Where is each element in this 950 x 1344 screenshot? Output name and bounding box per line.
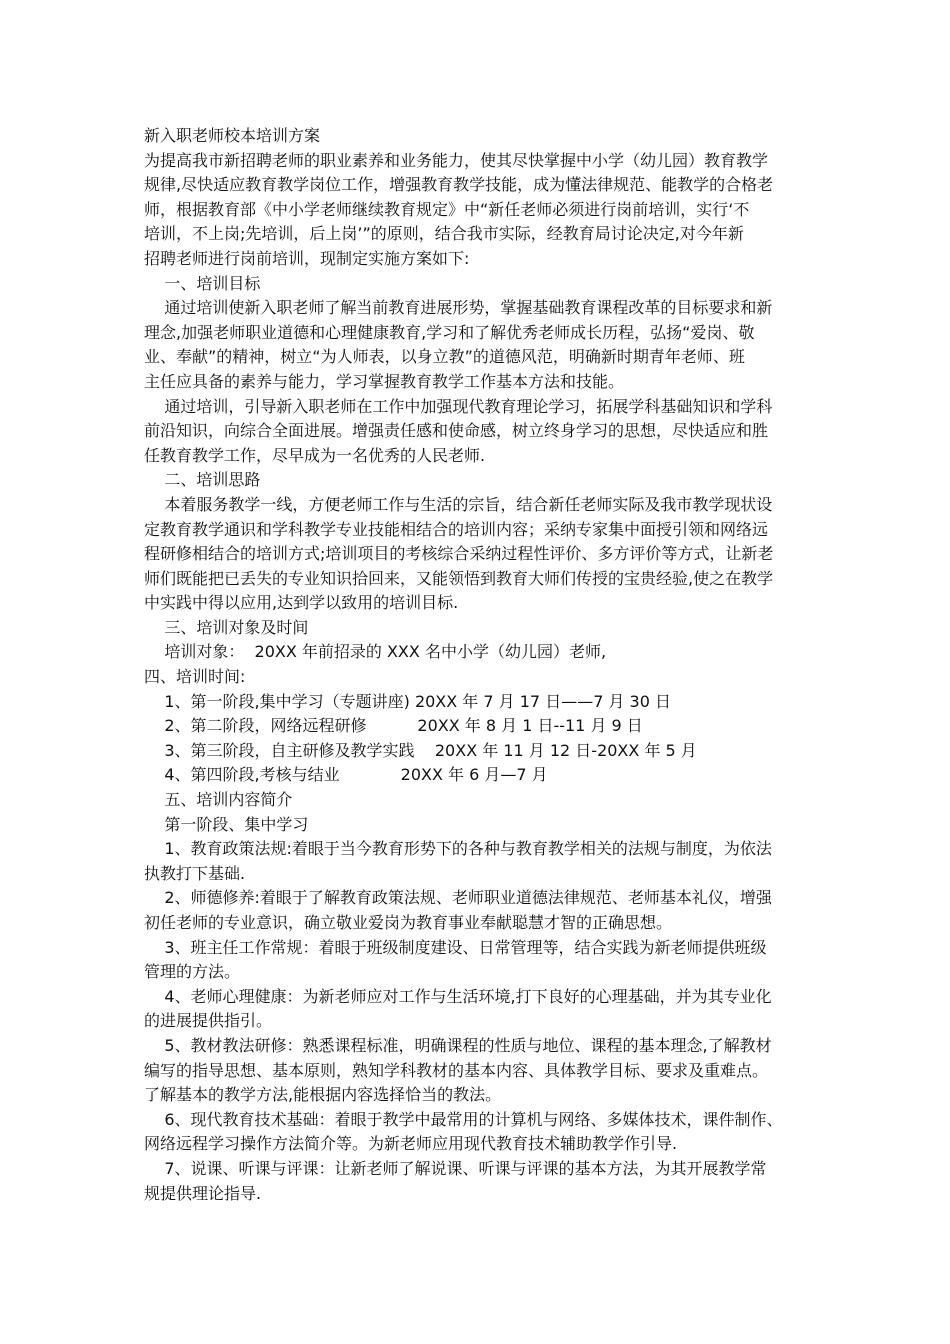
paragraph-line: 招聘老师进行岗前培训，现制定实施方案如下: — [144, 248, 470, 268]
document-body — [144, 124, 812, 1206]
paragraph-line: 培训对象： 20XX 年前招录的 XXX 名中小学（幼儿园）老师, — [144, 642, 607, 662]
paragraph-line: 中实践中得以应用,达到学以致用的培训目标. — [144, 593, 459, 613]
paragraph-line: 培训，不上岗;先培训，后上岗’”的原则，结合我市实际，经教育局讨论决定,对今年新 — [144, 224, 744, 244]
section-heading: 四、培训时间: — [144, 667, 246, 687]
subsection-heading: 第一阶段、集中学习 — [144, 814, 309, 834]
section-heading: 五、培训内容简介 — [144, 790, 293, 810]
schedule-item: 3、第三阶段，自主研修及教学实践 20XX 年 11 月 12 日-20XX 年 5 月 — [144, 740, 697, 760]
paragraph-line: 的进展提供指引。 — [144, 1011, 273, 1031]
document-title: 新入职老师校本培训方案 — [144, 126, 321, 145]
paragraph-line: 通过培训，引导新入职老师在工作中加强现代教育理论学习，拓展学科基础知识和学科 — [144, 396, 773, 416]
section-heading: 三、培训对象及时间 — [144, 617, 309, 637]
paragraph-line: 程研修相结合的培训方式;培训项目的考核综合采纳过程性评价、多方评价等方式，让新老 — [144, 544, 774, 564]
section-heading: 二、培训思路 — [144, 470, 261, 490]
paragraph-line: 5、教材教法研修：熟悉课程标准，明确课程的性质与地位、课程的基本理念,了解教材 — [144, 1035, 772, 1055]
schedule-item: 4、第四阶段,考核与结业 20XX 年 6 月—7 月 — [144, 765, 548, 785]
paragraph-line: 6、现代教育技术基础：着眼于教学中最常用的计算机与网络、多媒体技术，课件制作、 — [144, 1109, 783, 1129]
paragraph-line: 任教育教学工作，尽早成为一名优秀的人民老师. — [144, 445, 486, 465]
paragraph-line: 前沿知识，向综合全面进展。增强责任感和使命感，树立终身学习的思想，尽快适应和胜 — [144, 421, 769, 441]
paragraph-line: 1、教育政策法规:着眼于当今教育形势下的各种与教育教学相关的法规与制度，为依法 — [144, 839, 772, 859]
paragraph-line: 业、奉献”的精神，树立“为人师表，以身立教”的道德风范，明确新时期青年老师、班 — [144, 347, 745, 367]
paragraph-line: 师，根据教育部《中小学老师继续教育规定》中“新任老师必须进行岗前培训，实行‘不 — [144, 199, 750, 219]
paragraph-line: 执教打下基础. — [144, 863, 246, 883]
section-heading: 一、培训目标 — [144, 273, 261, 293]
paragraph-line: 主任应具备的素养与能力，学习掌握教育教学工作基本方法和技能。 — [144, 371, 625, 391]
paragraph-line: 规提供理论指导. — [144, 1183, 262, 1203]
paragraph-line: 理念,加强老师职业道德和心理健康教育,学习和了解优秀老师成长历程，弘扬“爱岗、敬 — [144, 322, 755, 342]
paragraph-line: 管理的方法。 — [144, 962, 241, 982]
paragraph-line: 2、师德修养:着眼于了解教育政策法规、老师职业道德法律规范、老师基本礼仪，增强 — [144, 888, 772, 908]
paragraph-line: 为提高我市新招聘老师的职业素养和业务能力，使其尽快掌握中小学（幼儿园）教育教学 — [144, 150, 769, 170]
schedule-item: 2、第二阶段，网络远程研修 20XX 年 8 月 1 日--11 月 9 日 — [144, 716, 643, 736]
paragraph-line: 7、说课、听课与评课：让新老师了解说课、听课与评课的基本方法，为其开展教学常 — [144, 1158, 767, 1178]
paragraph-line: 了解基本的教学方法,能根据内容选择恰当的教法。 — [144, 1085, 502, 1105]
paragraph-line: 3、班主任工作常规：着眼于班级制度建设、日常管理等，结合实践为新老师提供班级 — [144, 937, 767, 957]
paragraph-line: 定教育教学通识和学科教学专业技能相结合的培训内容；采纳专家集中面授引领和网络远 — [144, 519, 769, 539]
paragraph-line: 编写的指导思想、基本原则，熟知学科教材的基本内容、具体教学目标、要求及重难点。 — [144, 1060, 769, 1080]
paragraph-line: 4、老师心理健康：为新老师应对工作与生活环境,打下良好的心理基础，并为其专业化 — [144, 986, 772, 1006]
paragraph-line: 师们既能把已丢失的专业知识拾回来，又能领悟到教育大师们传授的宝贵经验,使之在教学 — [144, 568, 774, 588]
paragraph-line: 初任老师的专业意识，确立敬业爱岗为教育事业奉献聪慧才智的正确思想。 — [144, 913, 673, 932]
paragraph-line: 通过培训使新入职老师了解当前教育进展形势，掌握基础教育课程改革的目标要求和新 — [144, 298, 773, 318]
paragraph-line: 规律,尽快适应教育教学岗位工作，增强教育教学技能，成为懂法律规范、能教学的合格老 — [144, 175, 774, 195]
paragraph-line: 本着服务教学一线，方便老师工作与生活的宗旨，结合新任老师实际及我市教学现状设 — [144, 494, 773, 514]
schedule-item: 1、第一阶段,集中学习（专题讲座) 20XX 年 7 月 17 日——7 月 30 日 — [144, 691, 671, 711]
paragraph-line: 网络远程学习操作方法简介等。为新老师应用现代教育技术辅助教学作引导. — [144, 1134, 678, 1154]
